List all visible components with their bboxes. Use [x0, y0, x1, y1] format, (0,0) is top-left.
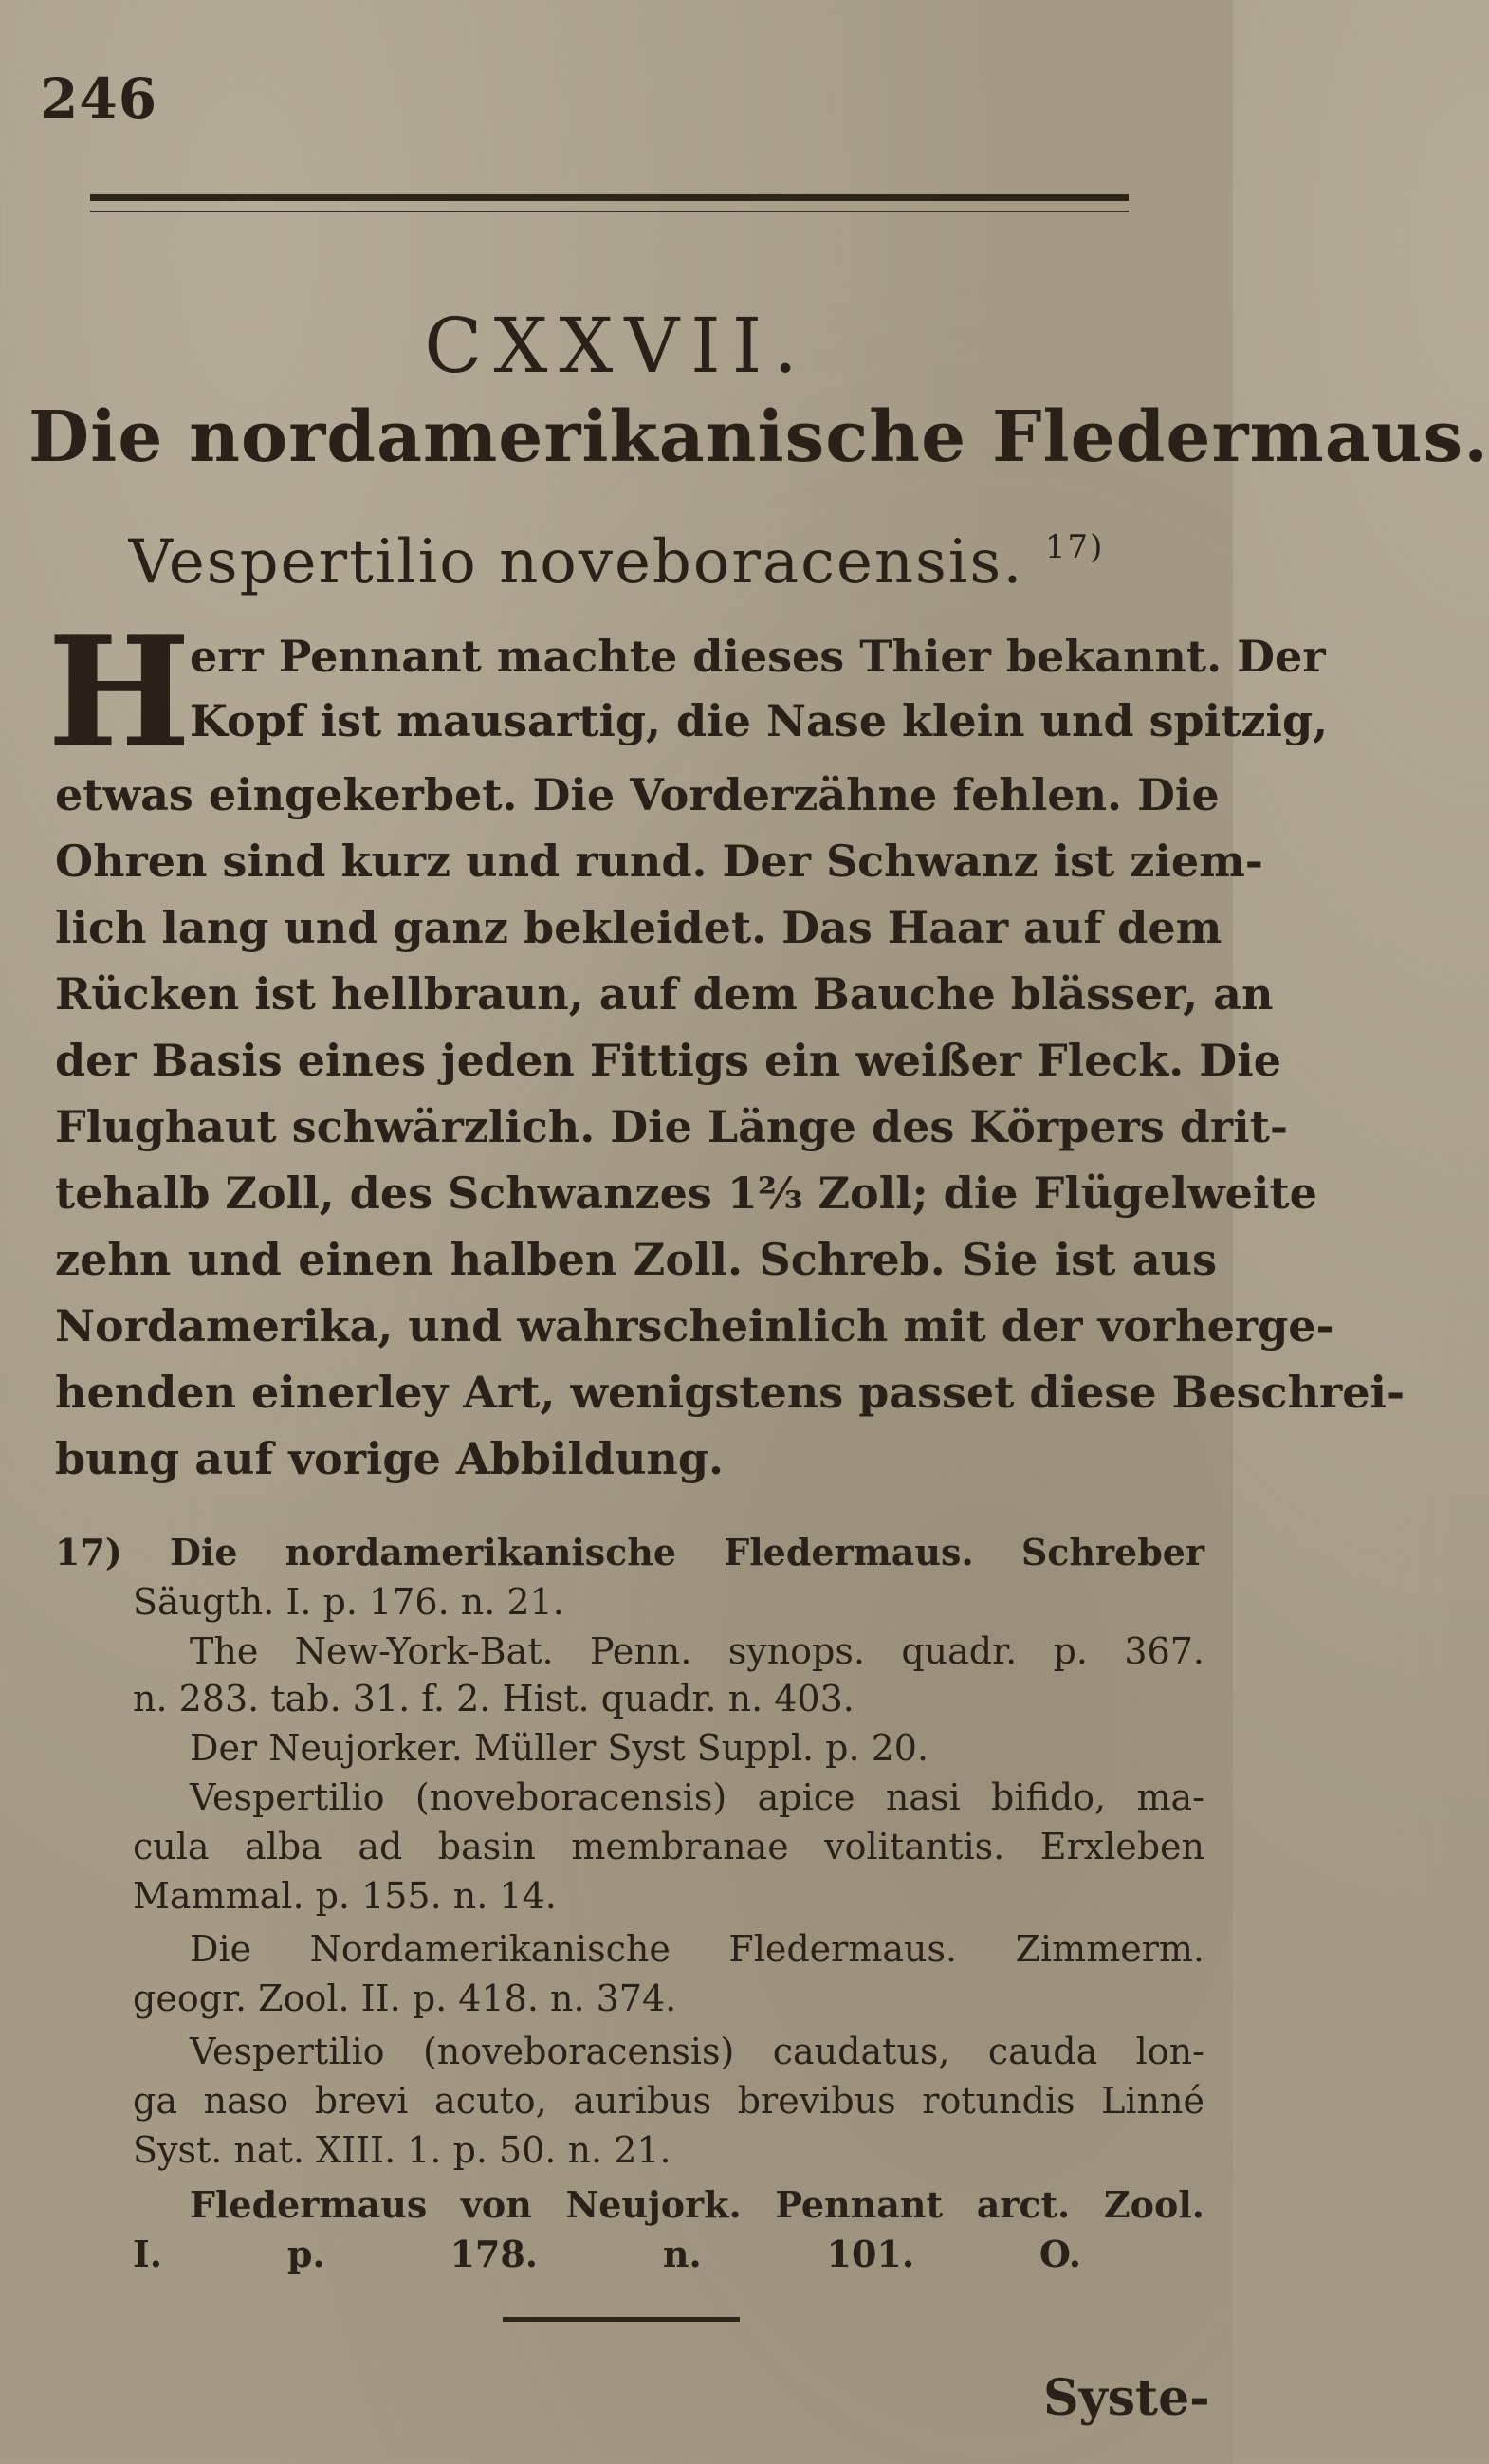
header-rule-thin: [90, 211, 1129, 212]
body-line: henden einerley Art, wenigstens passet diese Beschrei-: [55, 1367, 1406, 1418]
header-rule: [90, 194, 1129, 201]
body-line: lich lang und ganz bekleidet. Das Haar auf dem: [55, 902, 1222, 953]
catchword: Syste-: [1043, 2369, 1210, 2427]
latin-title: [0, 527, 1233, 598]
footnote-reference: 17): [1044, 528, 1105, 566]
body-line: bung auf vorige Abbildung.: [55, 1433, 725, 1484]
footnote-line: Syst. nat. XIII. 1. p. 50. n. 21.: [133, 2129, 671, 2171]
footnote-line: Vespertilio (noveboracensis) caudatus, cauda lon-: [190, 2031, 1204, 2072]
footnote-line: geogr. Zool. II. p. 418. n. 374.: [133, 1977, 677, 2019]
footnote-line: cula alba ad basin membranae volitantis. Erxleben: [133, 1826, 1204, 1867]
footnote-line: Die Nordamerikanische Fledermaus. Zimmerm.: [190, 1928, 1204, 1970]
body-line: etwas eingekerbet. Die Vorderzähne fehlen. Die: [55, 769, 1220, 820]
body-line: tehalb Zoll, des Schwanzes 1⅔ Zoll; die Flügelweite: [55, 1168, 1317, 1219]
footnote-line: Mammal. p. 155. n. 14.: [133, 1875, 557, 1917]
body-line: der Basis eines jeden Fittigs ein weißer Fleck. Die: [55, 1035, 1281, 1086]
body-line: zehn und einen halben Zoll. Schreb. Sie ist aus: [55, 1234, 1217, 1285]
footnote-line: Der Neujorker. Müller Syst Suppl. p. 20.: [190, 1727, 929, 1769]
footnote-line: 17) Die nordamerikanische Fledermaus. Schreber: [55, 1531, 1204, 1573]
footnote-line: Fledermaus von Neujork. Pennant arct. Zool.: [190, 2183, 1204, 2226]
footer-rule: [503, 2317, 740, 2322]
body-line: Flughaut schwärzlich. Die Länge des Körpers drit-: [55, 1101, 1288, 1152]
body-line: Ohren sind kurz und rund. Der Schwanz ist ziem-: [55, 836, 1263, 887]
footnote-line: n. 283. tab. 31. f. 2. Hist. quadr. n. 403.: [133, 1678, 855, 1719]
drop-cap: H: [47, 603, 192, 781]
body-line: Nordamerika, und wahrscheinlich mit der vorherge-: [55, 1300, 1334, 1352]
footnote-line: The New-York-Bat. Penn. synops. quadr. p. 367.: [190, 1630, 1204, 1672]
page-number: 246: [40, 66, 158, 131]
chapter-title: Die nordamerikanische Fledermaus.: [28, 396, 1489, 478]
body-line: Kopf ist mausartig, die Nase klein und spitzig,: [190, 695, 1329, 746]
body-line: Rücken ist hellbraun, auf dem Bauche blässer, an: [55, 968, 1274, 1020]
body-line: err Pennant machte dieses Thier bekannt. Der: [190, 631, 1326, 682]
footnote-line: ga naso brevi acuto, auribus brevibus rotundis Linné: [133, 2080, 1204, 2122]
footnote-line: I. p. 178. n. 101. O.: [133, 2233, 1081, 2275]
footnote-line: Säugth. I. p. 176. n. 21.: [133, 1581, 564, 1623]
latin-title-text: Vespertilio noveboracensis.: [128, 527, 1024, 598]
chapter-number: CXXVII.: [424, 302, 809, 390]
footnote-line: Vespertilio (noveboracensis) apice nasi bifido, ma-: [190, 1776, 1204, 1818]
